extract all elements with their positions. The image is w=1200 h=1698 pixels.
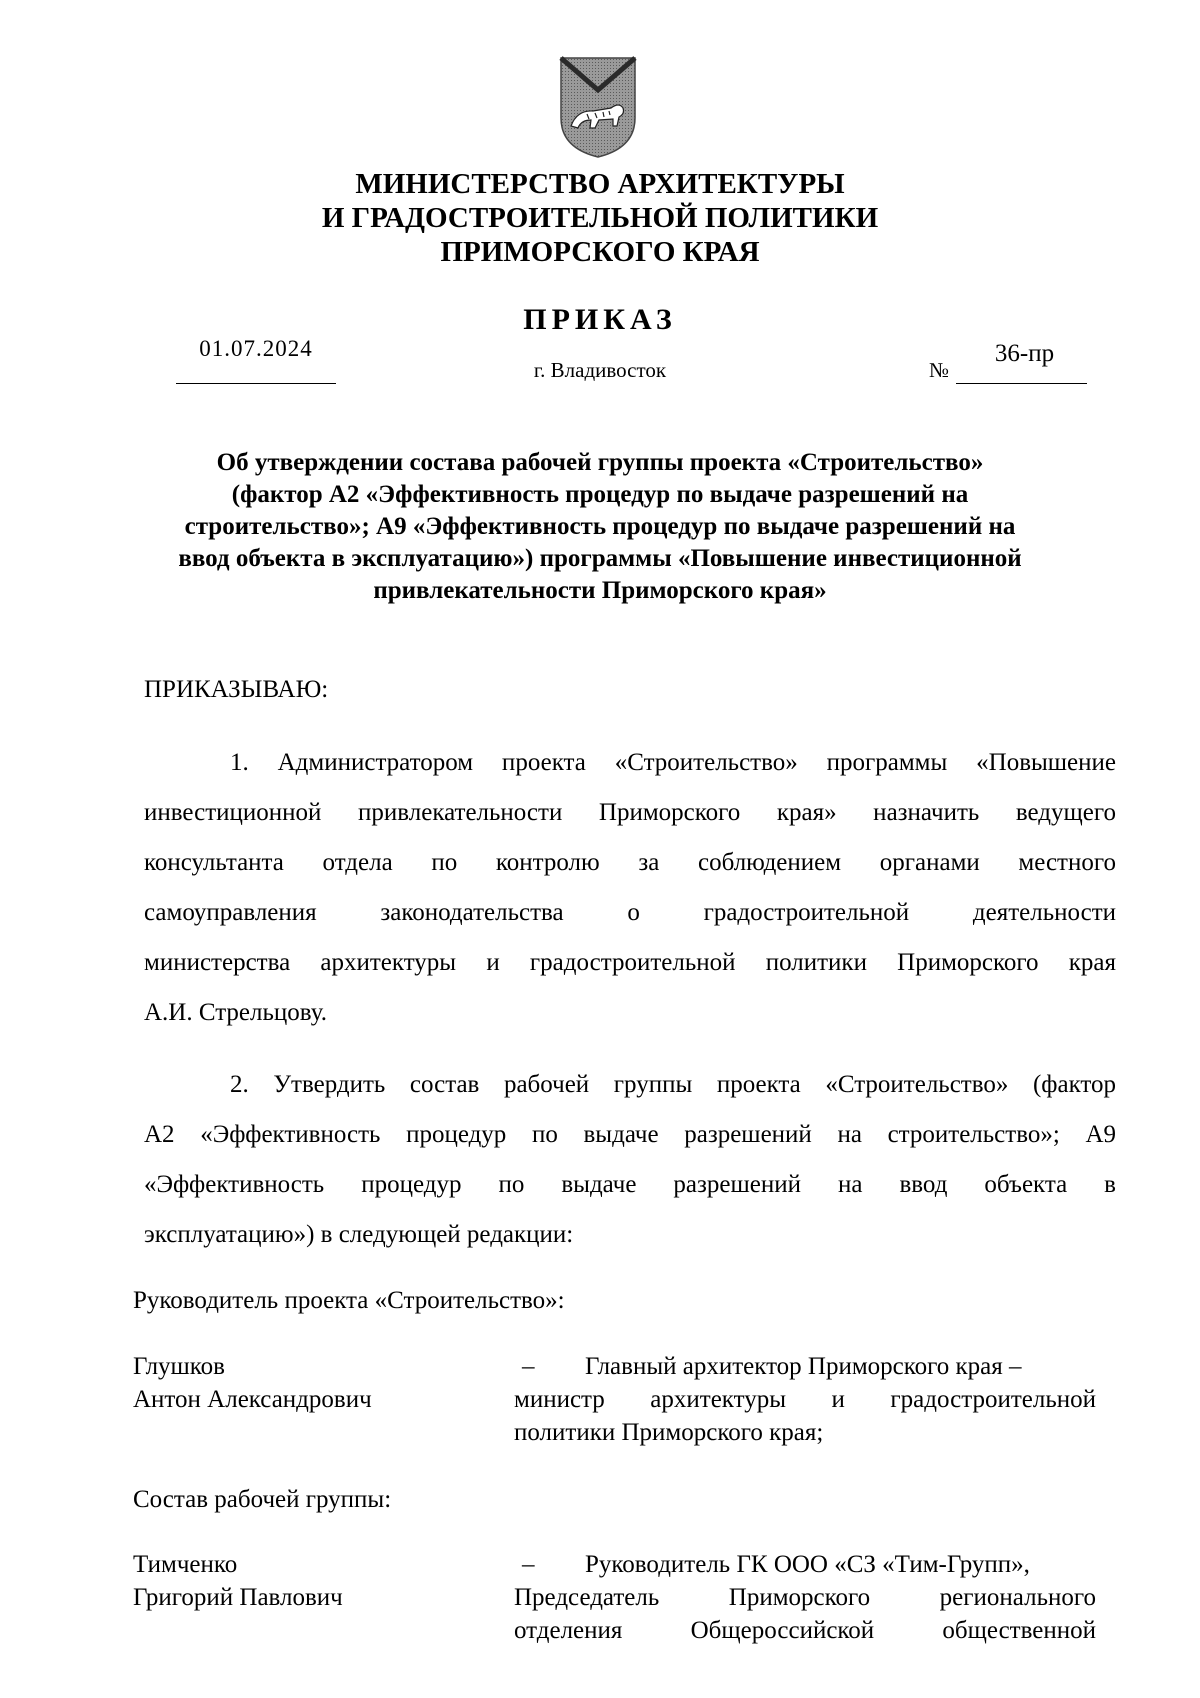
order-directive: ПРИКАЗЫВАЮ: — [144, 676, 329, 703]
member-given-name: Григорий Павлович — [133, 1584, 343, 1611]
date-underline — [176, 383, 336, 384]
item1-line: консультанта отдела по контролю за соблюдением органами местного — [144, 849, 1116, 876]
item1-line: инвестиционной привлекательности Приморского края» назначить ведущего — [144, 799, 1116, 826]
leader-dash: – — [522, 1353, 535, 1380]
subject-line: привлекательности Приморского края» — [373, 577, 827, 604]
number-sign: № — [929, 358, 950, 382]
order-city: г. Владивосток — [533, 358, 667, 382]
member-role-line: Руководитель ГК ООО «СЗ «Тим-Групп», — [585, 1551, 1030, 1578]
ministry-name-line-3: ПРИМОРСКОГО КРАЯ — [440, 236, 760, 268]
subject-line: Об утверждении состава рабочей группы проекта «Строительство» — [216, 449, 984, 476]
number-underline — [956, 383, 1087, 384]
leader-role-line: Главный архитектор Приморского края – — [585, 1353, 1022, 1380]
leader-role-line: политики Приморского края; — [514, 1419, 824, 1446]
order-subject — [130, 447, 1070, 607]
ministry-name-line-2: И ГРАДОСТРОИТЕЛЬНОЙ ПОЛИТИКИ — [321, 202, 879, 234]
item2-line: 2. Утвердить состав рабочей группы проекта «Строительство» (фактор — [230, 1071, 1116, 1098]
order-number: 36-пр — [994, 340, 1055, 367]
subject-line: (фактор А2 «Эффективность процедур по выдаче разрешений на — [231, 481, 969, 508]
member-dash: – — [522, 1551, 535, 1578]
item2-line: «Эффективность процедур по выдаче разрешений на ввод объекта в — [144, 1171, 1116, 1198]
item2-line: А2 «Эффективность процедур по выдаче разрешений на строительство»; А9 — [144, 1121, 1116, 1148]
order-date: 01.07.2024 — [199, 336, 313, 361]
subject-line: ввод объекта в эксплуатацию») программы «Повышение инвестиционной — [178, 545, 1022, 572]
item1-line: А.И. Стрельцову. — [144, 999, 327, 1026]
ministry-name-line-1: МИНИСТЕРСТВО АРХИТЕКТУРЫ — [355, 168, 845, 200]
member-role-line: Председатель Приморского регионального — [514, 1584, 1096, 1611]
coat-of-arms-emblem — [559, 56, 637, 159]
item1-line: самоуправления законодательства о градостроительной деятельности — [144, 899, 1116, 926]
item1-line: министерства архитектуры и градостроительной политики Приморского края — [144, 949, 1116, 976]
item1-line: 1. Администратором проекта «Строительство» программы «Повышение — [230, 749, 1116, 776]
document-type-title: ПРИКАЗ — [523, 303, 677, 336]
item2-line: эксплуатацию») в следующей редакции: — [144, 1221, 574, 1248]
subject-line: строительство»; А9 «Эффективность процедур по выдаче разрешений на — [184, 513, 1016, 540]
member-surname: Тимченко — [133, 1551, 238, 1578]
leader-surname: Глушков — [133, 1353, 225, 1380]
leader-heading: Руководитель проекта «Строительство»: — [133, 1287, 565, 1314]
leader-given-name: Антон Александрович — [133, 1386, 372, 1413]
member-role-line: отделения Общероссийской общественной — [514, 1617, 1096, 1644]
leader-role-line: министр архитектуры и градостроительной — [514, 1386, 1096, 1413]
group-heading: Состав рабочей группы: — [133, 1486, 392, 1513]
